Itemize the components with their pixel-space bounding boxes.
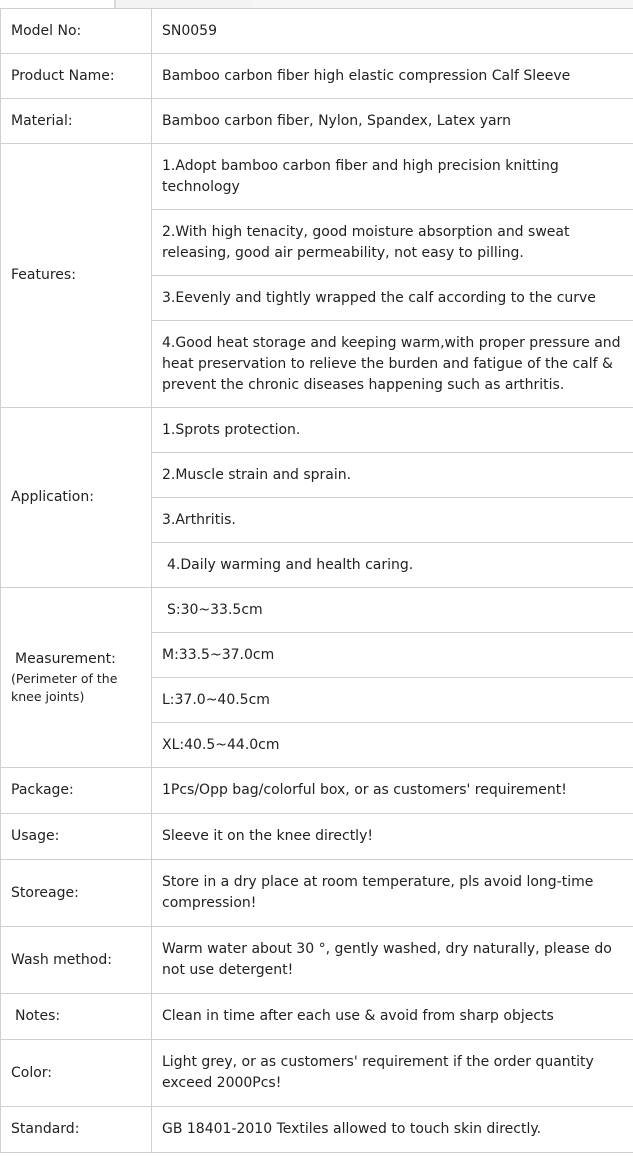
spec-value: L:37.0~40.5cm	[152, 678, 633, 723]
spec-label: Material:	[1, 99, 152, 144]
spec-label: Application:	[1, 408, 152, 588]
table-row	[1, 1107, 633, 1153]
spec-value: SN0059	[152, 9, 633, 54]
spec-value: 3.Arthritis.	[152, 498, 633, 543]
table-row	[1, 994, 633, 1040]
spec-value: S:30~33.5cm	[152, 588, 633, 633]
spec-value: Light grey, or as customers' requirement if the order quantity exceed 2000Pcs!	[152, 1040, 633, 1107]
spec-value: Sleeve it on the knee directly!	[152, 814, 633, 860]
spec-label: Wash method:	[1, 927, 152, 994]
spec-label: Features:	[1, 144, 152, 408]
spec-value: 1.Adopt bamboo carbon fiber and high precision knitting technology	[152, 144, 633, 210]
table-row	[1, 54, 633, 99]
spec-value: 2.Muscle strain and sprain.	[152, 453, 633, 498]
measurement-label: Measurement:	[15, 651, 116, 667]
spec-value: Warm water about 30 °, gently washed, dry naturally, please do not use detergent!	[152, 927, 633, 994]
table-row	[1, 860, 633, 927]
spec-value: Bamboo carbon fiber high elastic compression Calf Sleeve	[152, 54, 633, 99]
spec-label: Storeage:	[1, 860, 152, 927]
table-row	[1, 144, 633, 210]
spec-value: GB 18401-2010 Textiles allowed to touch skin directly.	[152, 1107, 633, 1153]
spec-label: Notes:	[1, 994, 152, 1040]
spec-label: Package:	[1, 768, 152, 814]
spec-label: Standard:	[1, 1107, 152, 1153]
table-row	[1, 1040, 633, 1107]
spec-label: Usage:	[1, 814, 152, 860]
tab-active[interactable]	[0, 0, 115, 8]
spec-table	[0, 8, 633, 1153]
spec-value: XL:40.5~44.0cm	[152, 723, 633, 768]
spec-value: Clean in time after each use & avoid from sharp objects	[152, 994, 633, 1040]
spec-value: 1.Sprots protection.	[152, 408, 633, 453]
table-row	[1, 927, 633, 994]
spec-value: 4.Good heat storage and keeping warm,with proper pressure and heat preservation to relieve the burden and fatigue of the calf & prevent the chronic diseases happening such as arthritis.	[152, 321, 633, 408]
spec-value: Store in a dry place at room temperature, pls avoid long-time compression!	[152, 860, 633, 927]
table-row	[1, 588, 633, 633]
spec-value: 2.With high tenacity, good moisture absorption and sweat releasing, good air permeability, not easy to pilling.	[152, 210, 633, 276]
spec-label	[1, 588, 152, 768]
spec-label: Product Name:	[1, 54, 152, 99]
table-row	[1, 9, 633, 54]
table-row	[1, 814, 633, 860]
spec-value: M:33.5~37.0cm	[152, 633, 633, 678]
spec-value: 4.Daily warming and health caring.	[152, 543, 633, 588]
spec-value: 1Pcs/Opp bag/colorful box, or as customers' requirement!	[152, 768, 633, 814]
spec-label: Color:	[1, 1040, 152, 1107]
spec-value: 3.Eevenly and tightly wrapped the calf according to the curve	[152, 276, 633, 321]
table-row	[1, 99, 633, 144]
table-row	[1, 768, 633, 814]
spec-label: Model No:	[1, 9, 152, 54]
spec-value: Bamboo carbon fiber, Nylon, Spandex, Latex yarn	[152, 99, 633, 144]
measurement-sublabel: (Perimeter of the knee joints)	[11, 671, 118, 704]
table-row	[1, 408, 633, 453]
